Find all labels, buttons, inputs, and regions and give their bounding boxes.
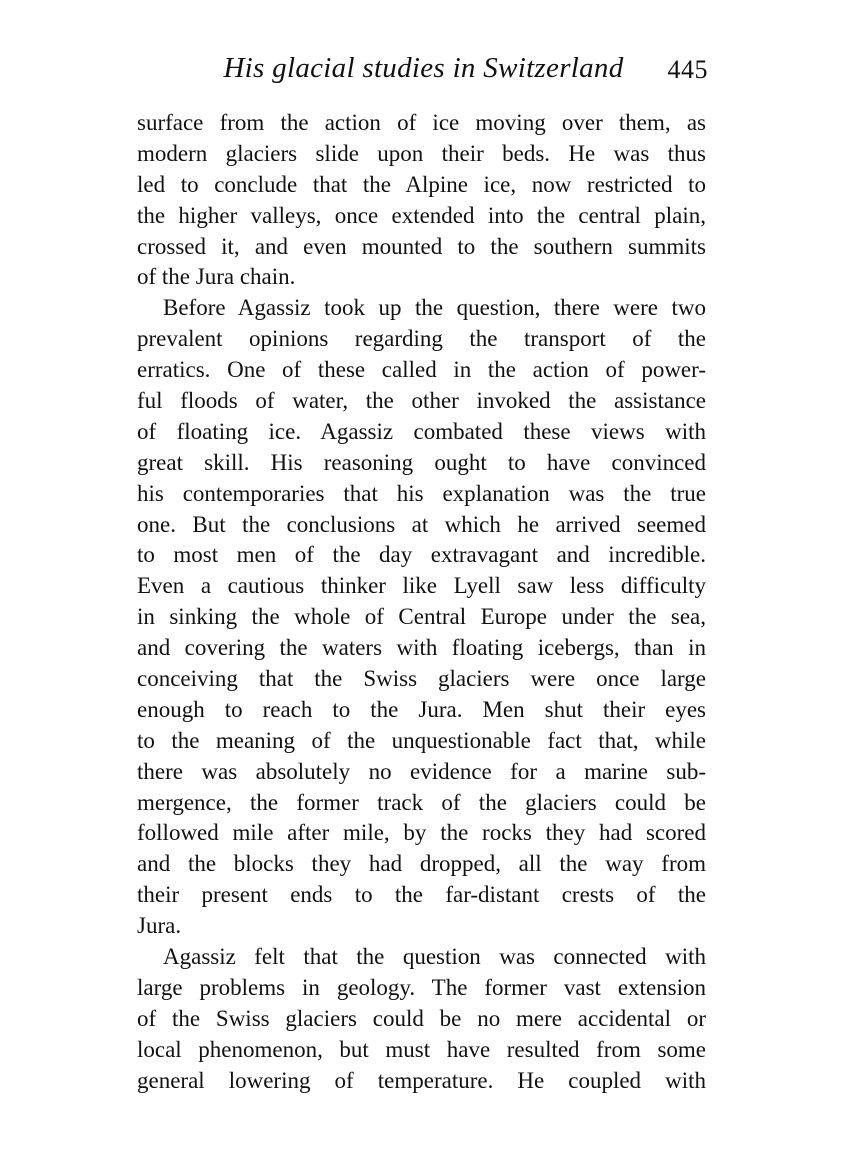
page-number: 445 bbox=[667, 55, 708, 84]
text-line: and covering the waters with floating icebergs, than in bbox=[137, 635, 706, 661]
text-line: Agassiz felt that the question was connected with bbox=[163, 944, 706, 970]
text-line: great skill. His reasoning ought to have convinced bbox=[137, 449, 706, 475]
text-line: of floating ice. Agassiz combated these views with bbox=[137, 418, 706, 444]
text-line: erratics. One of these called in the action of power- bbox=[137, 357, 706, 383]
text-line: conceiving that the Swiss glaciers were once large bbox=[137, 666, 706, 692]
text-line: followed mile after mile, by the rocks they had scored bbox=[137, 820, 706, 846]
running-title: His glacial studies in Switzerland bbox=[223, 52, 624, 84]
text-line: modern glaciers slide upon their beds. He was thus bbox=[137, 140, 706, 166]
text-line: of the Jura chain. bbox=[137, 264, 296, 290]
text-line: Even a cautious thinker like Lyell saw less difficulty bbox=[137, 573, 706, 599]
text-line: in sinking the whole of Central Europe under the sea, bbox=[137, 604, 706, 630]
text-line: local phenomenon, but must have resulted from some bbox=[137, 1036, 706, 1062]
text-line: of the Swiss glaciers could be no mere accidental or bbox=[137, 1005, 706, 1031]
text-line: his contemporaries that his explanation was the true bbox=[137, 480, 706, 506]
text-line: general lowering of temperature. He coupled with bbox=[137, 1067, 706, 1093]
text-line: led to conclude that the Alpine ice, now restricted to bbox=[137, 171, 706, 197]
text-line: large problems in geology. The former vast extension bbox=[137, 974, 706, 1000]
text-line: Jura. bbox=[137, 913, 182, 939]
text-line: their present ends to the far-distant crests of the bbox=[137, 882, 706, 908]
body-text bbox=[137, 108, 706, 1097]
text-line: ful floods of water, the other invoked the assistance bbox=[137, 388, 706, 414]
text-line: prevalent opinions regarding the transport of the bbox=[137, 326, 706, 352]
text-line: enough to reach to the Jura. Men shut their eyes bbox=[137, 696, 706, 722]
text-line: crossed it, and even mounted to the southern summits bbox=[137, 233, 706, 259]
text-line: Before Agassiz took up the question, there were two bbox=[163, 295, 706, 321]
text-line: there was absolutely no evidence for a marine sub- bbox=[137, 758, 706, 784]
text-line: mergence, the former track of the glaciers could be bbox=[137, 789, 706, 815]
text-line: to the meaning of the unquestionable fact that, while bbox=[137, 727, 706, 753]
text-line: to most men of the day extravagant and incredible. bbox=[137, 542, 706, 568]
text-line: the higher valleys, once extended into the central plain, bbox=[137, 202, 706, 228]
text-line: surface from the action of ice moving over them, as bbox=[137, 110, 706, 135]
text-line: one. But the conclusions at which he arrived seemed bbox=[137, 511, 706, 537]
text-line: and the blocks they had dropped, all the way from bbox=[137, 851, 706, 877]
running-head bbox=[137, 52, 710, 96]
